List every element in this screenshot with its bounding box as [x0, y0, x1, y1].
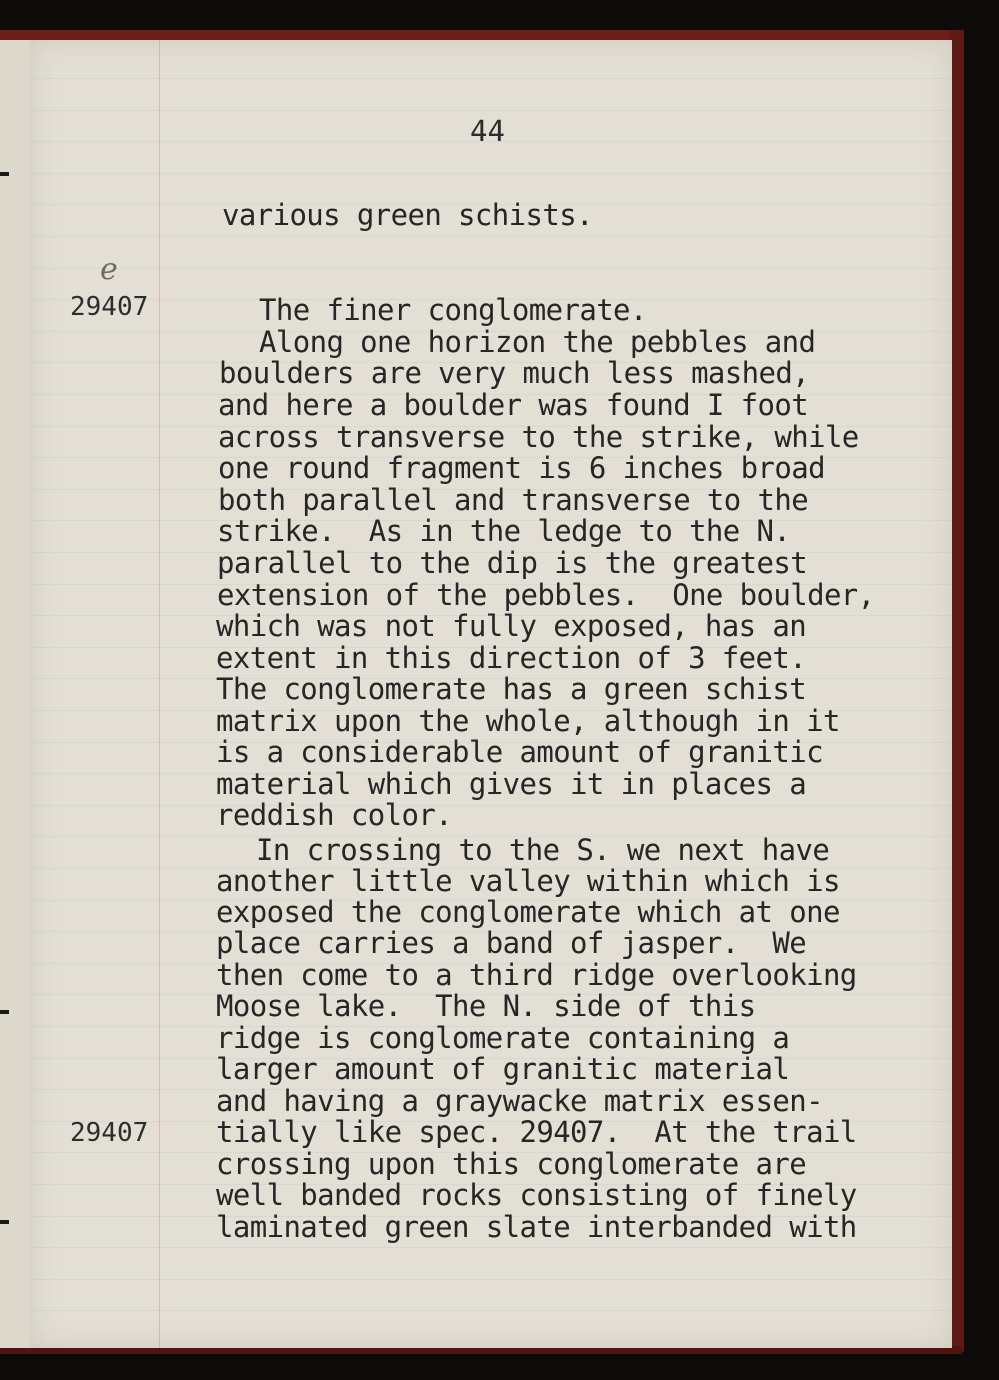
spine-mark: [0, 172, 9, 176]
text-line: The conglomerate has a green schist: [216, 672, 807, 706]
pencil-annotation: e: [100, 252, 118, 287]
text-line: laminated green slate interbanded with: [216, 1210, 857, 1244]
notebook-page: [30, 40, 952, 1348]
ruled-line: [30, 236, 952, 237]
text-line: crossing upon this conglomerate are: [216, 1147, 807, 1181]
text-line: which was not fully exposed, has an: [216, 609, 807, 643]
text-line: In crossing to the S. we next have: [256, 833, 830, 867]
text-line: tially like spec. 29407. At the trail: [216, 1115, 857, 1149]
ruled-line: [30, 1279, 952, 1280]
ruled-line: [30, 173, 952, 174]
text-line: Moose lake. The N. side of this: [216, 989, 756, 1023]
text-line: boulders are very much less mashed,: [219, 356, 810, 390]
spine-mark: [0, 1010, 9, 1014]
book-edge-right: [950, 30, 964, 1352]
ruled-line: [30, 110, 952, 111]
text-line: another little valley within which is: [216, 864, 840, 898]
text-line: and here a boulder was found I foot: [218, 388, 809, 422]
text-line: exposed the conglomerate which at one: [216, 895, 840, 929]
text-line: well banded rocks consisting of finely: [216, 1178, 857, 1212]
text-line: parallel to the dip is the greatest: [217, 546, 808, 580]
ruled-line: [30, 268, 952, 269]
specimen-number: 29407: [70, 292, 149, 322]
specimen-number: 29407: [70, 1118, 149, 1148]
text-line: material which gives it in places a: [216, 767, 807, 801]
text-line: various green schists.: [222, 198, 593, 232]
page-number: 44: [470, 114, 505, 148]
text-line: larger amount of granitic material: [216, 1052, 790, 1086]
text-line: The finer conglomerate.: [259, 293, 647, 327]
ruled-line: [30, 1310, 952, 1311]
text-line: and having a graywacke matrix essen-: [216, 1084, 823, 1118]
text-line: strike. As in the ledge to the N.: [217, 514, 791, 548]
text-line: extension of the pebbles. One boulder,: [217, 578, 875, 612]
margin-line: [159, 40, 160, 1348]
text-line: matrix upon the whole, although in it: [216, 704, 840, 738]
ruled-line: [30, 78, 952, 79]
book-edge-top: [0, 30, 960, 40]
binding-spine: [0, 40, 31, 1348]
spine-mark: [0, 1220, 9, 1224]
text-line: both parallel and transverse to the: [218, 483, 809, 517]
text-line: across transverse to the strike, while: [218, 420, 859, 454]
text-line: extent in this direction of 3 feet.: [216, 641, 807, 675]
text-line: Along one horizon the pebbles and: [259, 325, 816, 359]
text-line: then come to a third ridge overlooking: [216, 958, 857, 992]
ruled-line: [30, 805, 952, 806]
text-line: one round fragment is 6 inches broad: [218, 451, 825, 485]
text-line: ridge is conglomerate containing a: [216, 1021, 790, 1055]
text-line: reddish color.: [216, 798, 453, 832]
text-line: place carries a band of jasper. We: [216, 926, 807, 960]
ruled-line: [30, 1247, 952, 1248]
text-line: is a considerable amount of granitic: [216, 735, 823, 769]
